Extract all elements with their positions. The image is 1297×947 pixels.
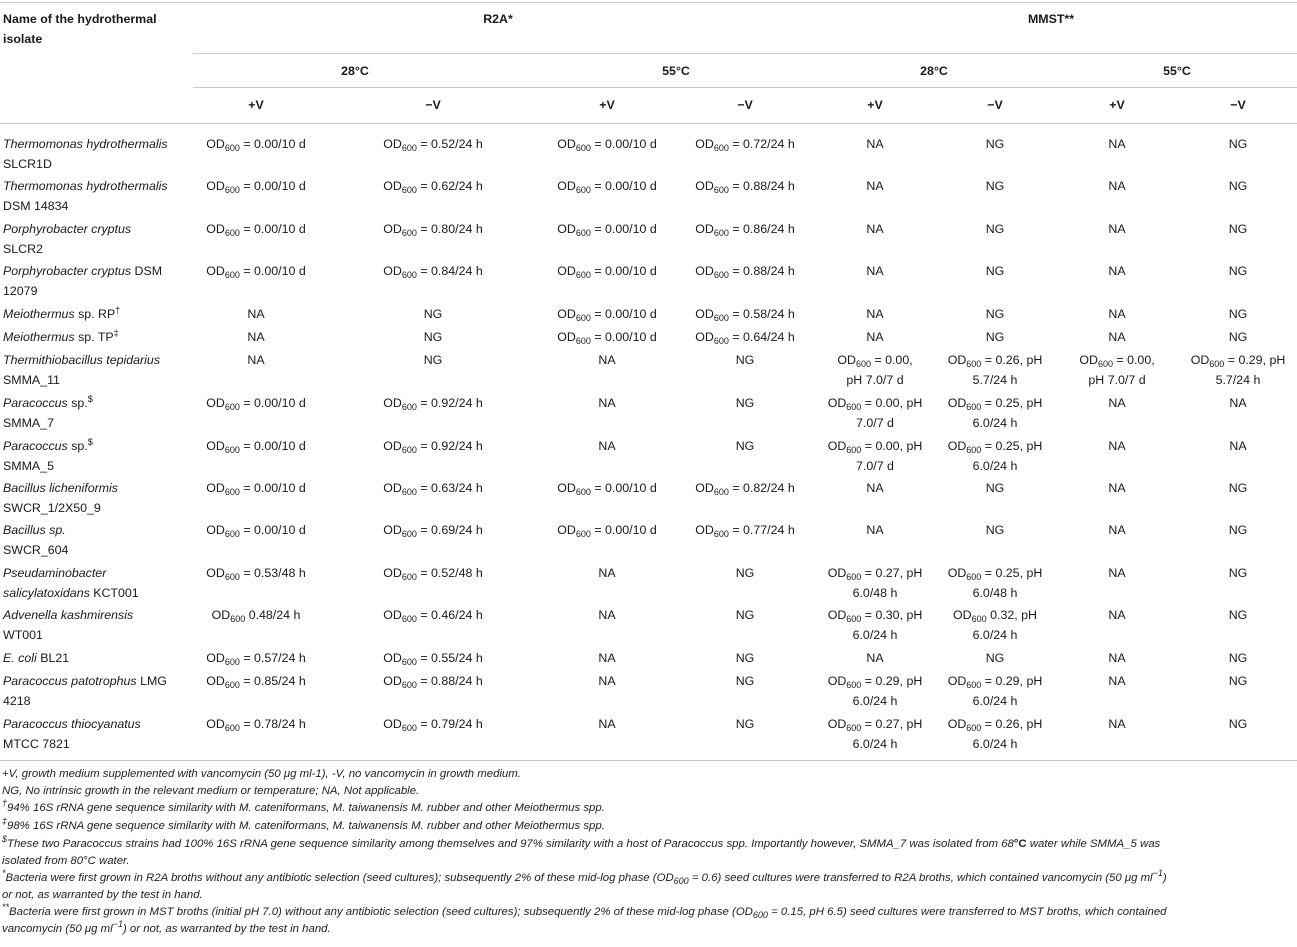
- cell-r2a-28-plus-v: $OD_{600} = 0.00/10$ d: [206, 264, 306, 280]
- cell-r2a-28-plus-v: $OD_{600} = 0.85/24$ h: [206, 674, 306, 690]
- cell-mmst-55-plus-v: NA: [1108, 222, 1126, 236]
- isolate-name: SWCR_1/2X50_9: [3, 501, 101, 515]
- isolate-name: Porphyrobacter cryptus DSM: [3, 264, 163, 278]
- cell-r2a-55-minus-v: NG: [735, 717, 755, 731]
- isolate-name: Paracoccus sp.$: [3, 394, 93, 410]
- cell-mmst-28-plus-v: $OD_{600} = 0.29$, pH: [827, 674, 923, 690]
- cell-mmst-55-minus-v: NG: [1228, 481, 1248, 495]
- cell-r2a-55-minus-v: $OD_{600} = 0.58/24$ h: [695, 307, 795, 323]
- isolate-name: Thermomonas hydrothermalis: [3, 179, 168, 193]
- column-header-minus-v: −V: [425, 98, 441, 112]
- cell-mmst-28-plus-v: NA: [866, 264, 884, 278]
- cell-mmst-55-plus-v: pH 7.0/7 d: [1088, 373, 1146, 387]
- cell-r2a-55-plus-v: NA: [598, 651, 616, 665]
- cell-mmst-28-plus-v: NA: [866, 481, 884, 495]
- cell-r2a-55-minus-v: $OD_{600} = 0.64/24$ h: [695, 330, 795, 346]
- header-rule-temperature: [193, 87, 1297, 88]
- cell-r2a-28-minus-v: $OD_{600} = 0.92/24$ h: [383, 396, 483, 412]
- cell-mmst-28-plus-v: NA: [866, 330, 884, 344]
- isolate-name: Porphyrobacter cryptus: [3, 222, 132, 236]
- cell-mmst-55-plus-v: NA: [1108, 523, 1126, 537]
- cell-r2a-28-minus-v: NG: [423, 353, 443, 367]
- cell-mmst-55-plus-v: NA: [1108, 608, 1126, 622]
- isolate-name: Paracoccus patotrophus LMG: [3, 674, 167, 688]
- cell-r2a-55-minus-v: NG: [735, 439, 755, 453]
- cell-r2a-55-minus-v: $OD_{600} = 0.88/24$ h: [695, 179, 795, 195]
- cell-r2a-55-plus-v: $OD_{600} = 0.00/10$ d: [557, 523, 657, 539]
- cell-mmst-28-minus-v: $OD_{600} = 0.29$, pH: [947, 674, 1043, 690]
- cell-r2a-28-plus-v: $OD_{600} = 0.00/10$ d: [206, 523, 306, 539]
- cell-mmst-28-plus-v: $OD_{600} = 0.30$, pH: [827, 608, 923, 624]
- cell-r2a-55-plus-v: NA: [598, 396, 616, 410]
- cell-mmst-28-plus-v: $OD_{600} = 0.27$, pH: [827, 566, 923, 582]
- cell-r2a-55-minus-v: $OD_{600} = 0.86/24$ h: [695, 222, 795, 238]
- cell-mmst-28-minus-v: NG: [985, 307, 1005, 321]
- cell-r2a-55-minus-v: NG: [735, 608, 755, 622]
- column-header-minus-v: −V: [987, 98, 1003, 112]
- cell-mmst-55-minus-v: NG: [1228, 717, 1248, 731]
- footnote: $These two Paracoccus strains had 100% 16S rRNA gene sequence similarity among themselves and 97% similarity with a host of Paracoccus spp. Importantly however, SMMA_7 was isolated from 68°C water while SMMA_5 was: [2, 834, 1161, 850]
- cell-mmst-55-plus-v: NA: [1108, 307, 1126, 321]
- footnote: NG, No intrinsic growth in the relevant medium or temperature; NA, Not applicable.: [2, 785, 420, 797]
- cell-r2a-28-minus-v: $OD_{600} = 0.88/24$ h: [383, 674, 483, 690]
- cell-r2a-28-minus-v: NG: [423, 330, 443, 344]
- isolate-name: SWCR_604: [3, 543, 69, 557]
- header-rule-media: [193, 53, 1297, 54]
- cell-mmst-28-minus-v: NG: [985, 264, 1005, 278]
- cell-mmst-55-minus-v: NA: [1229, 396, 1247, 410]
- cell-r2a-28-plus-v: $OD_{600} = 0.57/24$ h: [206, 651, 306, 667]
- cell-r2a-55-minus-v: $OD_{600} = 0.77/24$ h: [695, 523, 795, 539]
- cell-r2a-55-minus-v: NG: [735, 566, 755, 580]
- cell-mmst-28-minus-v: 6.0/24 h: [972, 459, 1018, 473]
- cell-mmst-55-minus-v: NG: [1228, 330, 1248, 344]
- cell-mmst-55-minus-v: NA: [1229, 439, 1247, 453]
- cell-mmst-28-minus-v: $OD_{600} = 0.26$, pH: [947, 353, 1043, 369]
- cell-r2a-28-plus-v: $OD_{600} = 0.78/24$ h: [206, 717, 306, 733]
- cell-mmst-28-plus-v: NA: [866, 523, 884, 537]
- table-bottom-rule: [0, 760, 1297, 761]
- cell-mmst-28-minus-v: $OD_{600} = 0.25$, pH: [947, 396, 1043, 412]
- cell-mmst-55-plus-v: NA: [1108, 439, 1126, 453]
- column-header-r2a-28c: 28°C: [341, 64, 369, 78]
- footnote: *Bacteria were first grown in R2A broths without any antibiotic selection (seed cultures); subsequently 2% of these mid-log phase $(OD_{600} = 0.6)$ seed cultures were transferred to R2A broths, which contained vancomycin (50 μg $ml^{-1}$): [2, 868, 1167, 886]
- cell-mmst-55-minus-v: NG: [1228, 651, 1248, 665]
- cell-mmst-28-plus-v: $OD_{600} = 0.00$, pH: [827, 396, 923, 412]
- cell-mmst-28-plus-v: pH 7.0/7 d: [846, 373, 904, 387]
- cell-r2a-28-minus-v: $OD_{600} = 0.46/24$ h: [383, 608, 483, 624]
- cell-mmst-28-minus-v: 5.7/24 h: [972, 373, 1018, 387]
- cell-mmst-28-plus-v: 7.0/7 d: [856, 416, 894, 430]
- cell-r2a-28-minus-v: $OD_{600} = 0.79/24$ h: [383, 717, 483, 733]
- cell-mmst-28-minus-v: NG: [985, 523, 1005, 537]
- isolate-name: Bacillus licheniformis: [3, 481, 118, 495]
- column-header-minus-v: −V: [737, 98, 753, 112]
- cell-mmst-55-plus-v: NA: [1108, 330, 1126, 344]
- cell-r2a-55-minus-v: $OD_{600} = 0.72/24$ h: [695, 137, 795, 153]
- column-header-minus-v: −V: [1230, 98, 1246, 112]
- cell-r2a-55-plus-v: NA: [598, 353, 616, 367]
- cell-r2a-55-plus-v: $OD_{600} = 0.00/10$ d: [557, 222, 657, 238]
- isolate-name: WT001: [3, 628, 43, 642]
- cell-mmst-28-minus-v: NG: [985, 222, 1005, 236]
- cell-r2a-55-minus-v: NG: [735, 651, 755, 665]
- isolate-name: Paracoccus sp.$: [3, 437, 93, 453]
- isolate-name: SLCR1D: [3, 157, 52, 171]
- cell-mmst-28-minus-v: NG: [985, 137, 1005, 151]
- cell-mmst-55-minus-v: NG: [1228, 566, 1248, 580]
- cell-mmst-28-plus-v: NA: [866, 222, 884, 236]
- cell-r2a-28-plus-v: $OD_{600} = 0.00/10$ d: [206, 396, 306, 412]
- isolate-name: 4218: [3, 694, 31, 708]
- cell-r2a-28-minus-v: $OD_{600} = 0.55/24$ h: [383, 651, 483, 667]
- cell-mmst-55-plus-v: NA: [1108, 717, 1126, 731]
- cell-mmst-55-minus-v: NG: [1228, 222, 1248, 236]
- isolate-name: E. coli BL21: [3, 651, 70, 665]
- isolate-name: SLCR2: [3, 242, 43, 256]
- cell-r2a-55-minus-v: NG: [735, 353, 755, 367]
- cell-r2a-55-plus-v: $OD_{600} = 0.00/10$ d: [557, 179, 657, 195]
- cell-r2a-55-minus-v: NG: [735, 396, 755, 410]
- cell-r2a-28-minus-v: $OD_{600} = 0.84/24$ h: [383, 264, 483, 280]
- cell-mmst-28-plus-v: $OD_{600} = 0.00$, pH: [827, 439, 923, 455]
- cell-mmst-28-minus-v: $OD_{600}$ 0.32, pH: [953, 608, 1037, 624]
- cell-r2a-28-minus-v: $OD_{600} = 0.62/24$ h: [383, 179, 483, 195]
- cell-r2a-28-plus-v: NA: [247, 353, 265, 367]
- cell-mmst-55-minus-v: NG: [1228, 608, 1248, 622]
- cell-r2a-28-plus-v: $OD_{600} = 0.00/10$ d: [206, 439, 306, 455]
- cell-mmst-28-plus-v: 6.0/48 h: [852, 586, 898, 600]
- column-header-plus-v: +V: [599, 98, 615, 112]
- isolate-name: 12079: [3, 284, 38, 298]
- cell-r2a-55-plus-v: NA: [598, 608, 616, 622]
- cell-mmst-55-plus-v: NA: [1108, 651, 1126, 665]
- column-header-plus-v: +V: [248, 98, 264, 112]
- cell-r2a-55-plus-v: NA: [598, 674, 616, 688]
- cell-mmst-28-minus-v: NG: [985, 481, 1005, 495]
- cell-mmst-28-plus-v: $OD_{600} = 0.00$,: [837, 353, 913, 369]
- cell-r2a-55-plus-v: NA: [598, 566, 616, 580]
- cell-mmst-28-minus-v: 6.0/24 h: [972, 737, 1018, 751]
- cell-mmst-55-minus-v: NG: [1228, 179, 1248, 193]
- cell-mmst-55-minus-v: NG: [1228, 264, 1248, 278]
- cell-r2a-55-plus-v: $OD_{600} = 0.00/10$ d: [557, 264, 657, 280]
- isolate-name: salicylatoxidans KCT001: [3, 586, 139, 600]
- cell-mmst-55-plus-v: NA: [1108, 566, 1126, 580]
- cell-mmst-55-plus-v: NA: [1108, 137, 1126, 151]
- isolate-name: MTCC 7821: [3, 737, 70, 751]
- cell-mmst-55-plus-v: NA: [1108, 481, 1126, 495]
- cell-mmst-55-plus-v: NA: [1108, 179, 1126, 193]
- cell-mmst-28-minus-v: NG: [985, 651, 1005, 665]
- isolate-name: SMMA_7: [3, 416, 54, 430]
- footnote: vancomycin (50 μg $ml^{-1}$) or not, as warranted by the test in hand.: [2, 919, 331, 935]
- cell-r2a-28-plus-v: $OD_{600}$ 0.48/24 h: [211, 608, 301, 624]
- table-top-rule: [0, 2, 1297, 3]
- isolate-name: Thermomonas hydrothermalis: [3, 137, 168, 151]
- cell-r2a-55-plus-v: $OD_{600} = 0.00/10$ d: [557, 307, 657, 323]
- cell-r2a-55-minus-v: NG: [735, 674, 755, 688]
- isolate-name: DSM 14834: [3, 199, 69, 213]
- cell-mmst-28-plus-v: 6.0/24 h: [852, 737, 898, 751]
- column-header-mmst-55c: 55°C: [1163, 64, 1191, 78]
- footnote: †94% 16S rRNA gene sequence similarity with M. cateniformans, M. taiwanensis M. rubber and other Meiothermus spp.: [2, 798, 605, 814]
- cell-mmst-55-plus-v: NA: [1108, 674, 1126, 688]
- cell-mmst-28-minus-v: NG: [985, 330, 1005, 344]
- cell-r2a-28-minus-v: $OD_{600} = 0.63/24$ h: [383, 481, 483, 497]
- isolate-name: SMMA_11: [3, 373, 60, 387]
- cell-mmst-55-minus-v: NG: [1228, 523, 1248, 537]
- column-header-mmst-28c: 28°C: [920, 64, 948, 78]
- cell-r2a-28-minus-v: NG: [423, 307, 443, 321]
- cell-mmst-28-minus-v: NG: [985, 179, 1005, 193]
- cell-r2a-28-minus-v: $OD_{600} = 0.92/24$ h: [383, 439, 483, 455]
- cell-r2a-28-plus-v: $OD_{600} = 0.00/10$ d: [206, 481, 306, 497]
- cell-mmst-28-plus-v: NA: [866, 651, 884, 665]
- cell-mmst-28-plus-v: $OD_{600} = 0.27$, pH: [827, 717, 923, 733]
- column-header-mmst: MMST**: [1027, 12, 1075, 26]
- cell-r2a-55-plus-v: $OD_{600} = 0.00/10$ d: [557, 481, 657, 497]
- footnote: isolated from 80°C water.: [2, 855, 130, 867]
- isolate-name: Pseudaminobacter: [3, 566, 107, 580]
- cell-r2a-28-plus-v: NA: [247, 307, 265, 321]
- cell-r2a-28-minus-v: $OD_{600} = 0.80/24$ h: [383, 222, 483, 238]
- cell-mmst-55-minus-v: 5.7/24 h: [1215, 373, 1261, 387]
- cell-r2a-55-plus-v: NA: [598, 717, 616, 731]
- cell-r2a-28-plus-v: $OD_{600} = 0.00/10$ d: [206, 137, 306, 153]
- cell-mmst-28-plus-v: NA: [866, 307, 884, 321]
- cell-mmst-28-plus-v: NA: [866, 137, 884, 151]
- cell-mmst-28-plus-v: 7.0/7 d: [856, 459, 894, 473]
- cell-mmst-28-plus-v: NA: [866, 179, 884, 193]
- cell-r2a-55-plus-v: $OD_{600} = 0.00/10$ d: [557, 330, 657, 346]
- cell-mmst-55-minus-v: NG: [1228, 137, 1248, 151]
- isolate-name: Meiothermus sp. TP‡: [3, 328, 119, 344]
- cell-mmst-55-plus-v: $OD_{600} = 0.00$,: [1079, 353, 1155, 369]
- cell-r2a-28-minus-v: $OD_{600} = 0.52/24$ h: [383, 137, 483, 153]
- footnote: or not, as warranted by the test in hand.: [2, 889, 203, 901]
- cell-mmst-28-minus-v: 6.0/48 h: [972, 586, 1018, 600]
- cell-mmst-28-minus-v: $OD_{600} = 0.25$, pH: [947, 566, 1043, 582]
- footnote: **Bacteria were first grown in MST broths (initial pH 7.0) without any antibiotic selection (seed cultures); subsequently 2% of these mid-log phase ($OD_{600} = 0.15$, pH 6.5) seed cultures were transferred to MST broths, which contained: [2, 902, 1167, 920]
- cell-r2a-55-minus-v: $OD_{600} = 0.82/24$ h: [695, 481, 795, 497]
- footnote: ‡98% 16S rRNA gene sequence similarity with M. cateniformans, M. taiwanensis M. rubber and other Meiothermus spp.: [2, 816, 605, 832]
- cell-r2a-28-plus-v: $OD_{600} = 0.00/10$ d: [206, 179, 306, 195]
- cell-mmst-28-minus-v: $OD_{600} = 0.25$, pH: [947, 439, 1043, 455]
- cell-mmst-55-plus-v: NA: [1108, 396, 1126, 410]
- cell-mmst-55-plus-v: NA: [1108, 264, 1126, 278]
- cell-r2a-28-minus-v: $OD_{600} = 0.69/24$ h: [383, 523, 483, 539]
- column-header-plus-v: +V: [1109, 98, 1125, 112]
- cell-mmst-55-minus-v: NG: [1228, 307, 1248, 321]
- column-header-isolate-name-line2: isolate: [3, 32, 43, 46]
- column-header-isolate-name: Name of the hydrothermal: [3, 12, 157, 26]
- isolate-name: Paracoccus thiocyanatus: [3, 717, 141, 731]
- footnote: +V, growth medium supplemented with vancomycin (50 μg ml-1), -V, no vancomycin in growth medium.: [2, 768, 521, 780]
- cell-r2a-55-minus-v: $OD_{600} = 0.88/24$ h: [695, 264, 795, 280]
- isolate-name: SMMA_5: [3, 459, 54, 473]
- cell-r2a-55-plus-v: $OD_{600} = 0.00/10$ d: [557, 137, 657, 153]
- cell-r2a-28-minus-v: $OD_{600} = 0.52/48$ h: [383, 566, 483, 582]
- cell-mmst-28-minus-v: 6.0/24 h: [972, 628, 1018, 642]
- header-bottom-rule: [0, 123, 1297, 124]
- cell-mmst-55-minus-v: NG: [1228, 674, 1248, 688]
- cell-mmst-28-plus-v: 6.0/24 h: [852, 694, 898, 708]
- column-header-r2a: R2A*: [483, 12, 513, 26]
- cell-r2a-28-plus-v: $OD_{600} = 0.00/10$ d: [206, 222, 306, 238]
- cell-mmst-28-plus-v: 6.0/24 h: [852, 628, 898, 642]
- isolate-name: Meiothermus sp. RP†: [3, 305, 121, 321]
- isolate-name: Thermithiobacillus tepidarius: [3, 353, 161, 367]
- column-header-r2a-55c: 55°C: [662, 64, 690, 78]
- cell-r2a-28-plus-v: NA: [247, 330, 265, 344]
- cell-mmst-55-minus-v: $OD_{600} = 0.29$, pH: [1190, 353, 1286, 369]
- isolate-name: Advenella kashmirensis: [3, 608, 134, 622]
- cell-mmst-28-minus-v: $OD_{600} = 0.26$, pH: [947, 717, 1043, 733]
- cell-r2a-55-plus-v: NA: [598, 439, 616, 453]
- cell-r2a-28-plus-v: $OD_{600} = 0.53/48$ h: [206, 566, 306, 582]
- isolate-name: Bacillus sp.: [3, 523, 66, 537]
- cell-mmst-28-minus-v: 6.0/24 h: [972, 416, 1018, 430]
- column-header-plus-v: +V: [867, 98, 883, 112]
- cell-mmst-28-minus-v: 6.0/24 h: [972, 694, 1018, 708]
